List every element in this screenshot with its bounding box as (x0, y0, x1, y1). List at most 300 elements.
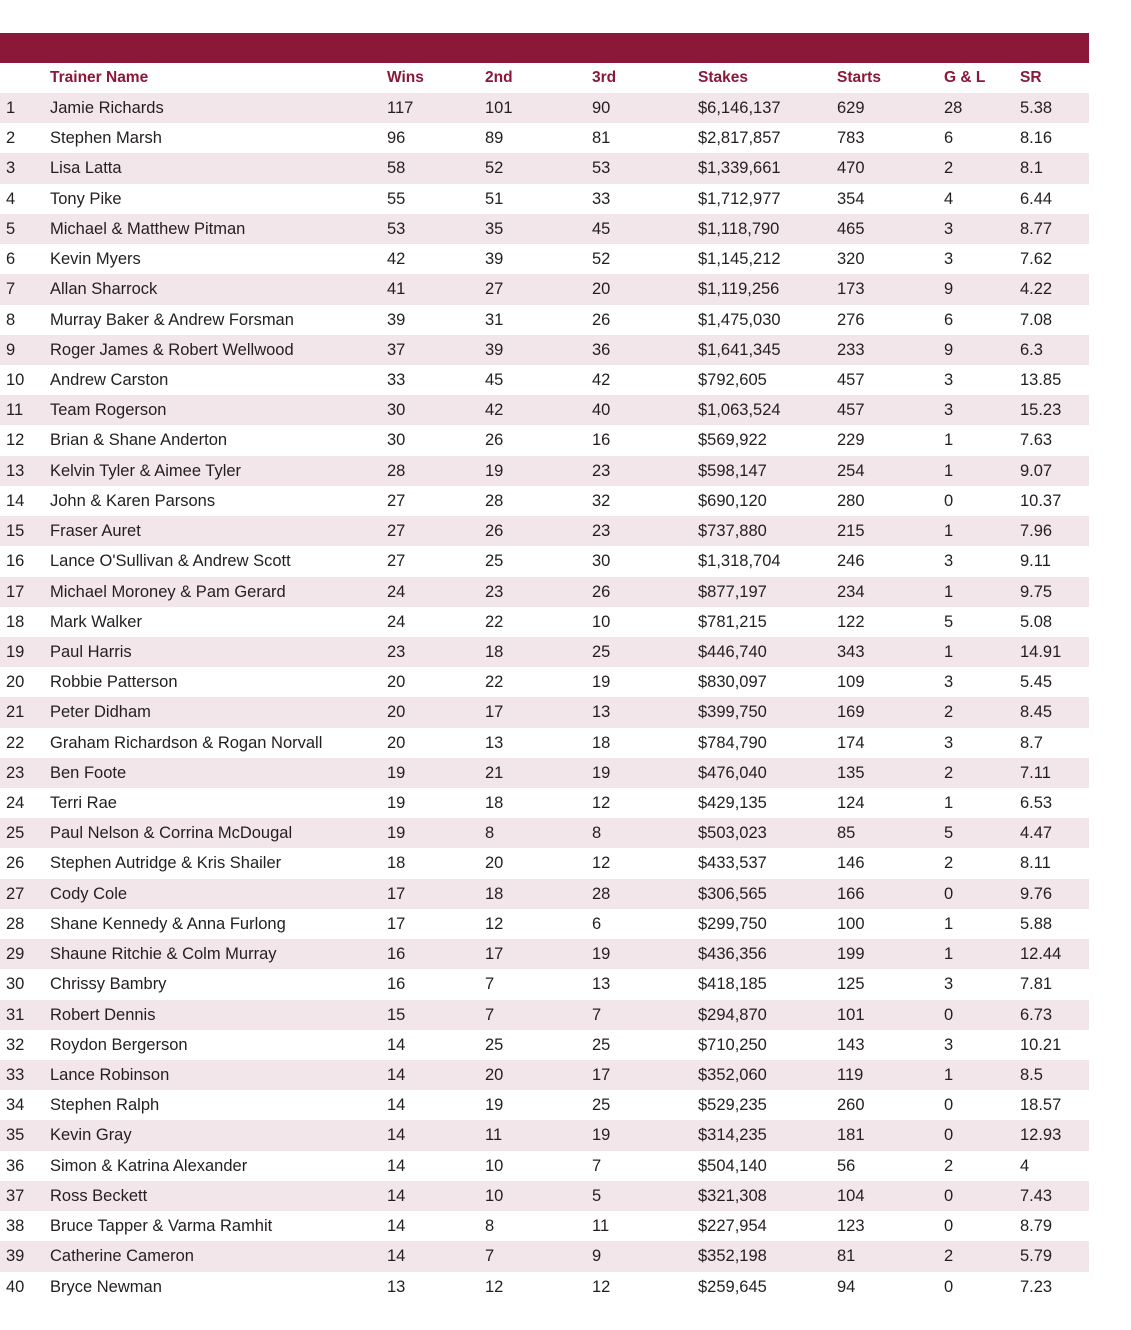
cell-strike-rate: 7.11 (1020, 763, 1051, 782)
cell-third: 36 (592, 340, 611, 359)
cell-third: 12 (592, 794, 611, 813)
cell-second: 17 (485, 945, 504, 964)
cell-trainer-name: Lance O'Sullivan & Andrew Scott (50, 552, 291, 571)
cell-second: 22 (485, 673, 504, 692)
cell-position: 23 (6, 763, 25, 782)
cell-wins: 55 (387, 189, 406, 208)
cell-strike-rate: 6.44 (1020, 189, 1053, 208)
cell-group-listed: 2 (944, 159, 954, 178)
cell-third: 26 (592, 310, 611, 329)
cell-wins: 58 (387, 159, 406, 178)
cell-third: 45 (592, 219, 611, 238)
cell-stakes: $569,922 (698, 431, 767, 450)
cell-trainer-name: John & Karen Parsons (50, 491, 216, 510)
cell-stakes: $504,140 (698, 1156, 767, 1175)
cell-third: 19 (592, 1126, 611, 1145)
cell-strike-rate: 5.88 (1020, 914, 1053, 933)
table-row (0, 305, 1089, 335)
cell-group-listed: 3 (944, 552, 954, 571)
table-row (0, 728, 1089, 758)
cell-trainer-name: Kevin Gray (50, 1126, 132, 1145)
cell-second: 21 (485, 763, 504, 782)
table-row (0, 123, 1089, 153)
cell-starts: 343 (837, 642, 865, 661)
table-row (0, 939, 1089, 969)
cell-group-listed: 1 (944, 945, 954, 964)
cell-starts: 81 (837, 1247, 856, 1266)
cell-second: 51 (485, 189, 504, 208)
cell-starts: 629 (837, 99, 865, 117)
cell-wins: 16 (387, 945, 406, 964)
table-row (0, 1030, 1089, 1060)
cell-stakes: $877,197 (698, 582, 767, 601)
cell-group-listed: 2 (944, 854, 954, 873)
cell-stakes: $399,750 (698, 703, 767, 722)
cell-wins: 20 (387, 673, 406, 692)
cell-second: 8 (485, 824, 495, 843)
cell-starts: 234 (837, 582, 865, 601)
table-row (0, 274, 1089, 304)
cell-group-listed: 0 (944, 1005, 954, 1024)
cell-group-listed: 0 (944, 1126, 954, 1145)
cell-second: 12 (485, 914, 504, 933)
cell-group-listed: 0 (944, 1186, 954, 1205)
cell-second: 89 (485, 129, 504, 148)
cell-stakes: $598,147 (698, 461, 767, 480)
cell-second: 17 (485, 703, 504, 722)
cell-group-listed: 2 (944, 703, 954, 722)
cell-strike-rate: 8.7 (1020, 733, 1043, 752)
cell-strike-rate: 6.3 (1020, 340, 1043, 359)
cell-stakes: $429,135 (698, 794, 767, 813)
table-row (0, 1181, 1089, 1211)
cell-third: 20 (592, 280, 611, 299)
cell-stakes: $294,870 (698, 1005, 767, 1024)
table-row (0, 184, 1089, 214)
cell-group-listed: 1 (944, 1066, 954, 1084)
cell-group-listed: 9 (944, 280, 954, 299)
cell-position: 8 (6, 310, 16, 329)
cell-second: 18 (485, 642, 504, 661)
cell-strike-rate: 6.53 (1020, 794, 1053, 813)
cell-third: 7 (592, 1005, 602, 1024)
cell-third: 8 (592, 824, 602, 843)
cell-starts: 254 (837, 461, 865, 480)
column-header-second: 2nd (485, 69, 513, 86)
cell-stakes: $433,537 (698, 854, 767, 873)
cell-third: 52 (592, 250, 611, 269)
cell-group-listed: 0 (944, 1277, 954, 1296)
cell-strike-rate: 4 (1020, 1156, 1030, 1175)
cell-strike-rate: 9.76 (1020, 884, 1053, 903)
cell-group-listed: 2 (944, 1247, 954, 1266)
cell-second: 42 (485, 401, 504, 420)
cell-position: 31 (6, 1005, 25, 1024)
cell-trainer-name: Michael Moroney & Pam Gerard (50, 582, 286, 601)
cell-second: 27 (485, 280, 504, 299)
cell-second: 19 (485, 1096, 504, 1115)
cell-position: 22 (6, 733, 25, 752)
cell-position: 20 (6, 673, 25, 692)
cell-trainer-name: Roydon Bergerson (50, 1035, 188, 1054)
table-row (0, 879, 1089, 909)
cell-trainer-name: Robert Dennis (50, 1005, 156, 1024)
cell-trainer-name: Murray Baker & Andrew Forsman (50, 310, 294, 329)
cell-group-listed: 5 (944, 612, 954, 631)
cell-group-listed: 9 (944, 340, 954, 359)
cell-second: 7 (485, 1247, 495, 1266)
cell-second: 31 (485, 310, 504, 329)
cell-wins: 20 (387, 703, 406, 722)
cell-trainer-name: Stephen Ralph (50, 1096, 160, 1115)
cell-stakes: $259,645 (698, 1277, 767, 1296)
cell-trainer-name: Allan Sharrock (50, 280, 158, 299)
cell-position: 25 (6, 824, 25, 843)
cell-group-listed: 1 (944, 461, 954, 480)
cell-stakes: $352,198 (698, 1247, 767, 1266)
cell-starts: 260 (837, 1096, 865, 1115)
cell-group-listed: 0 (944, 1217, 954, 1236)
cell-strike-rate: 4.22 (1020, 280, 1053, 299)
cell-wins: 30 (387, 431, 406, 450)
cell-trainer-name: Paul Harris (50, 642, 132, 661)
cell-second: 35 (485, 219, 504, 238)
cell-strike-rate: 9.07 (1020, 461, 1053, 480)
cell-trainer-name: Simon & Katrina Alexander (50, 1156, 248, 1175)
cell-starts: 146 (837, 854, 865, 873)
table-row (0, 546, 1089, 576)
cell-position: 38 (6, 1217, 25, 1236)
cell-wins: 19 (387, 794, 406, 813)
cell-position: 14 (6, 491, 25, 510)
cell-third: 53 (592, 159, 611, 178)
cell-wins: 14 (387, 1066, 406, 1084)
cell-group-listed: 3 (944, 1035, 954, 1054)
cell-third: 26 (592, 582, 611, 601)
cell-group-listed: 3 (944, 370, 954, 389)
cell-stakes: $792,605 (698, 370, 767, 389)
cell-position: 2 (6, 129, 16, 148)
cell-wins: 33 (387, 370, 406, 389)
cell-stakes: $1,339,661 (698, 159, 781, 178)
cell-position: 28 (6, 914, 25, 933)
cell-starts: 320 (837, 250, 865, 269)
cell-trainer-name: Kelvin Tyler & Aimee Tyler (50, 461, 242, 480)
column-header-wins: Wins (387, 69, 424, 86)
cell-starts: 125 (837, 975, 865, 994)
cell-second: 23 (485, 582, 504, 601)
cell-wins: 14 (387, 1217, 406, 1236)
cell-group-listed: 1 (944, 642, 954, 661)
cell-stakes: $784,790 (698, 733, 767, 752)
cell-second: 101 (485, 99, 513, 117)
cell-group-listed: 6 (944, 310, 954, 329)
cell-wins: 13 (387, 1277, 406, 1296)
cell-trainer-name: Lisa Latta (50, 159, 122, 178)
cell-group-listed: 3 (944, 975, 954, 994)
cell-third: 17 (592, 1066, 611, 1084)
table-row (0, 1272, 1089, 1302)
cell-second: 12 (485, 1277, 504, 1296)
table-row (0, 1211, 1089, 1241)
cell-group-listed: 3 (944, 219, 954, 238)
cell-trainer-name: Terri Rae (50, 794, 117, 813)
cell-wins: 28 (387, 461, 406, 480)
table-row (0, 577, 1089, 607)
cell-group-listed: 2 (944, 1156, 954, 1175)
cell-second: 22 (485, 612, 504, 631)
cell-trainer-name: Jamie Richards (50, 99, 164, 117)
cell-strike-rate: 18.57 (1020, 1096, 1062, 1115)
cell-starts: 100 (837, 914, 865, 933)
cell-position: 37 (6, 1186, 25, 1205)
cell-third: 16 (592, 431, 611, 450)
cell-strike-rate: 9.11 (1020, 552, 1051, 571)
cell-wins: 15 (387, 1005, 406, 1024)
cell-starts: 457 (837, 370, 865, 389)
cell-second: 39 (485, 340, 504, 359)
cell-second: 20 (485, 854, 504, 873)
column-header-third: 3rd (592, 69, 617, 86)
cell-strike-rate: 5.79 (1020, 1247, 1053, 1266)
cell-position: 5 (6, 219, 16, 238)
cell-wins: 27 (387, 491, 406, 510)
cell-wins: 27 (387, 552, 406, 571)
cell-wins: 14 (387, 1156, 406, 1175)
table-row (0, 1090, 1089, 1120)
header-banner (0, 33, 1089, 63)
cell-trainer-name: Andrew Carston (50, 370, 169, 389)
cell-position: 3 (6, 159, 16, 178)
cell-wins: 20 (387, 733, 406, 752)
cell-third: 25 (592, 1096, 611, 1115)
cell-trainer-name: Cody Cole (50, 884, 128, 903)
cell-third: 90 (592, 99, 611, 117)
cell-starts: 135 (837, 763, 865, 782)
cell-starts: 276 (837, 310, 865, 329)
cell-group-listed: 4 (944, 189, 954, 208)
cell-group-listed: 5 (944, 824, 954, 843)
cell-position: 32 (6, 1035, 25, 1054)
cell-wins: 14 (387, 1096, 406, 1115)
cell-second: 45 (485, 370, 504, 389)
cell-starts: 246 (837, 552, 865, 571)
cell-stakes: $306,565 (698, 884, 767, 903)
cell-trainer-name: Robbie Patterson (50, 673, 178, 692)
cell-wins: 117 (387, 99, 414, 117)
cell-second: 25 (485, 552, 504, 571)
cell-strike-rate: 7.23 (1020, 1277, 1053, 1296)
table-row (0, 365, 1089, 395)
cell-group-listed: 1 (944, 582, 954, 601)
cell-wins: 17 (387, 914, 406, 933)
cell-strike-rate: 9.75 (1020, 582, 1053, 601)
table-row (0, 758, 1089, 788)
cell-strike-rate: 15.23 (1020, 401, 1062, 420)
cell-second: 8 (485, 1217, 495, 1236)
cell-position: 16 (6, 552, 25, 571)
cell-third: 12 (592, 854, 611, 873)
cell-wins: 41 (387, 280, 406, 299)
table-row (0, 214, 1089, 244)
cell-position: 33 (6, 1066, 25, 1084)
cell-group-listed: 0 (944, 1096, 954, 1115)
column-header-trainer-name: Trainer Name (50, 69, 149, 86)
cell-third: 13 (592, 703, 611, 722)
cell-second: 20 (485, 1066, 504, 1084)
cell-stakes: $299,750 (698, 914, 767, 933)
table-row (0, 697, 1089, 727)
cell-starts: 124 (837, 794, 865, 813)
cell-third: 81 (592, 129, 611, 148)
table-row (0, 1151, 1089, 1181)
cell-stakes: $446,740 (698, 642, 767, 661)
cell-stakes: $503,023 (698, 824, 767, 843)
column-header-stakes: Stakes (698, 69, 748, 86)
cell-position: 15 (6, 522, 25, 541)
trainer-table (0, 63, 1089, 1302)
table-row (0, 607, 1089, 637)
cell-position: 4 (6, 189, 16, 208)
table-row (0, 153, 1089, 183)
cell-third: 19 (592, 945, 611, 964)
cell-third: 9 (592, 1247, 602, 1266)
cell-strike-rate: 8.16 (1020, 129, 1053, 148)
cell-starts: 143 (837, 1035, 865, 1054)
cell-wins: 24 (387, 612, 406, 631)
cell-third: 25 (592, 642, 611, 661)
cell-starts: 199 (837, 945, 865, 964)
cell-position: 36 (6, 1156, 25, 1175)
cell-wins: 37 (387, 340, 406, 359)
cell-second: 10 (485, 1156, 504, 1175)
cell-third: 28 (592, 884, 611, 903)
cell-second: 10 (485, 1186, 504, 1205)
cell-group-listed: 3 (944, 401, 954, 420)
cell-third: 10 (592, 612, 611, 631)
cell-stakes: $352,060 (698, 1066, 767, 1084)
cell-strike-rate: 12.93 (1020, 1126, 1062, 1145)
table-row (0, 667, 1089, 697)
cell-second: 26 (485, 522, 504, 541)
table-row (0, 486, 1089, 516)
cell-starts: 280 (837, 491, 865, 510)
table-row (0, 637, 1089, 667)
cell-trainer-name: Bruce Tapper & Varma Ramhit (50, 1217, 273, 1236)
cell-trainer-name: Team Rogerson (50, 401, 167, 420)
table-row (0, 395, 1089, 425)
cell-wins: 16 (387, 975, 406, 994)
cell-group-listed: 1 (944, 914, 954, 933)
cell-position: 29 (6, 945, 25, 964)
cell-strike-rate: 8.5 (1020, 1066, 1043, 1084)
cell-third: 19 (592, 763, 611, 782)
cell-third: 32 (592, 491, 611, 510)
cell-wins: 17 (387, 884, 406, 903)
cell-position: 26 (6, 854, 25, 873)
cell-position: 24 (6, 794, 25, 813)
cell-starts: 119 (837, 1066, 864, 1084)
cell-second: 26 (485, 431, 504, 450)
cell-starts: 169 (837, 703, 865, 722)
cell-group-listed: 3 (944, 673, 954, 692)
cell-stakes: $2,817,857 (698, 129, 781, 148)
cell-starts: 56 (837, 1156, 856, 1175)
cell-position: 9 (6, 340, 16, 359)
table-row (0, 516, 1089, 546)
cell-trainer-name: Kevin Myers (50, 250, 141, 269)
cell-wins: 24 (387, 582, 406, 601)
cell-third: 40 (592, 401, 611, 420)
cell-stakes: $418,185 (698, 975, 767, 994)
cell-group-listed: 0 (944, 884, 954, 903)
cell-position: 27 (6, 884, 25, 903)
cell-group-listed: 3 (944, 250, 954, 269)
table-row (0, 425, 1089, 455)
cell-strike-rate: 7.08 (1020, 310, 1053, 329)
cell-group-listed: 2 (944, 763, 954, 782)
cell-third: 18 (592, 733, 611, 752)
cell-strike-rate: 8.11 (1020, 854, 1051, 873)
cell-position: 18 (6, 612, 25, 631)
cell-stakes: $710,250 (698, 1035, 767, 1054)
cell-stakes: $830,097 (698, 673, 767, 692)
cell-group-listed: 0 (944, 491, 954, 510)
table-row (0, 93, 1089, 123)
cell-strike-rate: 8.45 (1020, 703, 1053, 722)
cell-wins: 14 (387, 1186, 406, 1205)
cell-starts: 122 (837, 612, 865, 631)
cell-trainer-name: Stephen Marsh (50, 129, 162, 148)
cell-stakes: $690,120 (698, 491, 767, 510)
cell-trainer-name: Roger James & Robert Wellwood (50, 340, 294, 359)
cell-third: 25 (592, 1035, 611, 1054)
cell-position: 21 (6, 703, 25, 722)
cell-wins: 53 (387, 219, 406, 238)
cell-starts: 173 (837, 280, 865, 299)
cell-strike-rate: 5.38 (1020, 99, 1053, 117)
cell-third: 5 (592, 1186, 602, 1205)
cell-strike-rate: 8.77 (1020, 219, 1053, 238)
table-row (0, 1120, 1089, 1150)
cell-third: 6 (592, 914, 602, 933)
cell-stakes: $321,308 (698, 1186, 767, 1205)
cell-starts: 109 (837, 673, 865, 692)
cell-strike-rate: 4.47 (1020, 824, 1053, 843)
cell-second: 7 (485, 1005, 495, 1024)
cell-second: 39 (485, 250, 504, 269)
cell-third: 11 (592, 1217, 610, 1236)
cell-position: 11 (6, 401, 24, 420)
cell-stakes: $6,146,137 (698, 99, 781, 117)
table-body (0, 93, 1089, 1302)
cell-starts: 181 (837, 1126, 865, 1145)
cell-trainer-name: Mark Walker (50, 612, 142, 631)
cell-starts: 470 (837, 159, 865, 178)
cell-strike-rate: 14.91 (1020, 642, 1062, 661)
cell-wins: 19 (387, 763, 406, 782)
cell-wins: 30 (387, 401, 406, 420)
table-row (0, 818, 1089, 848)
cell-strike-rate: 5.45 (1020, 673, 1053, 692)
cell-third: 42 (592, 370, 611, 389)
table-row (0, 335, 1089, 365)
cell-group-listed: 3 (944, 733, 954, 752)
cell-starts: 229 (837, 431, 865, 450)
cell-position: 19 (6, 642, 25, 661)
cell-trainer-name: Brian & Shane Anderton (50, 431, 228, 450)
cell-strike-rate: 8.1 (1020, 159, 1043, 178)
